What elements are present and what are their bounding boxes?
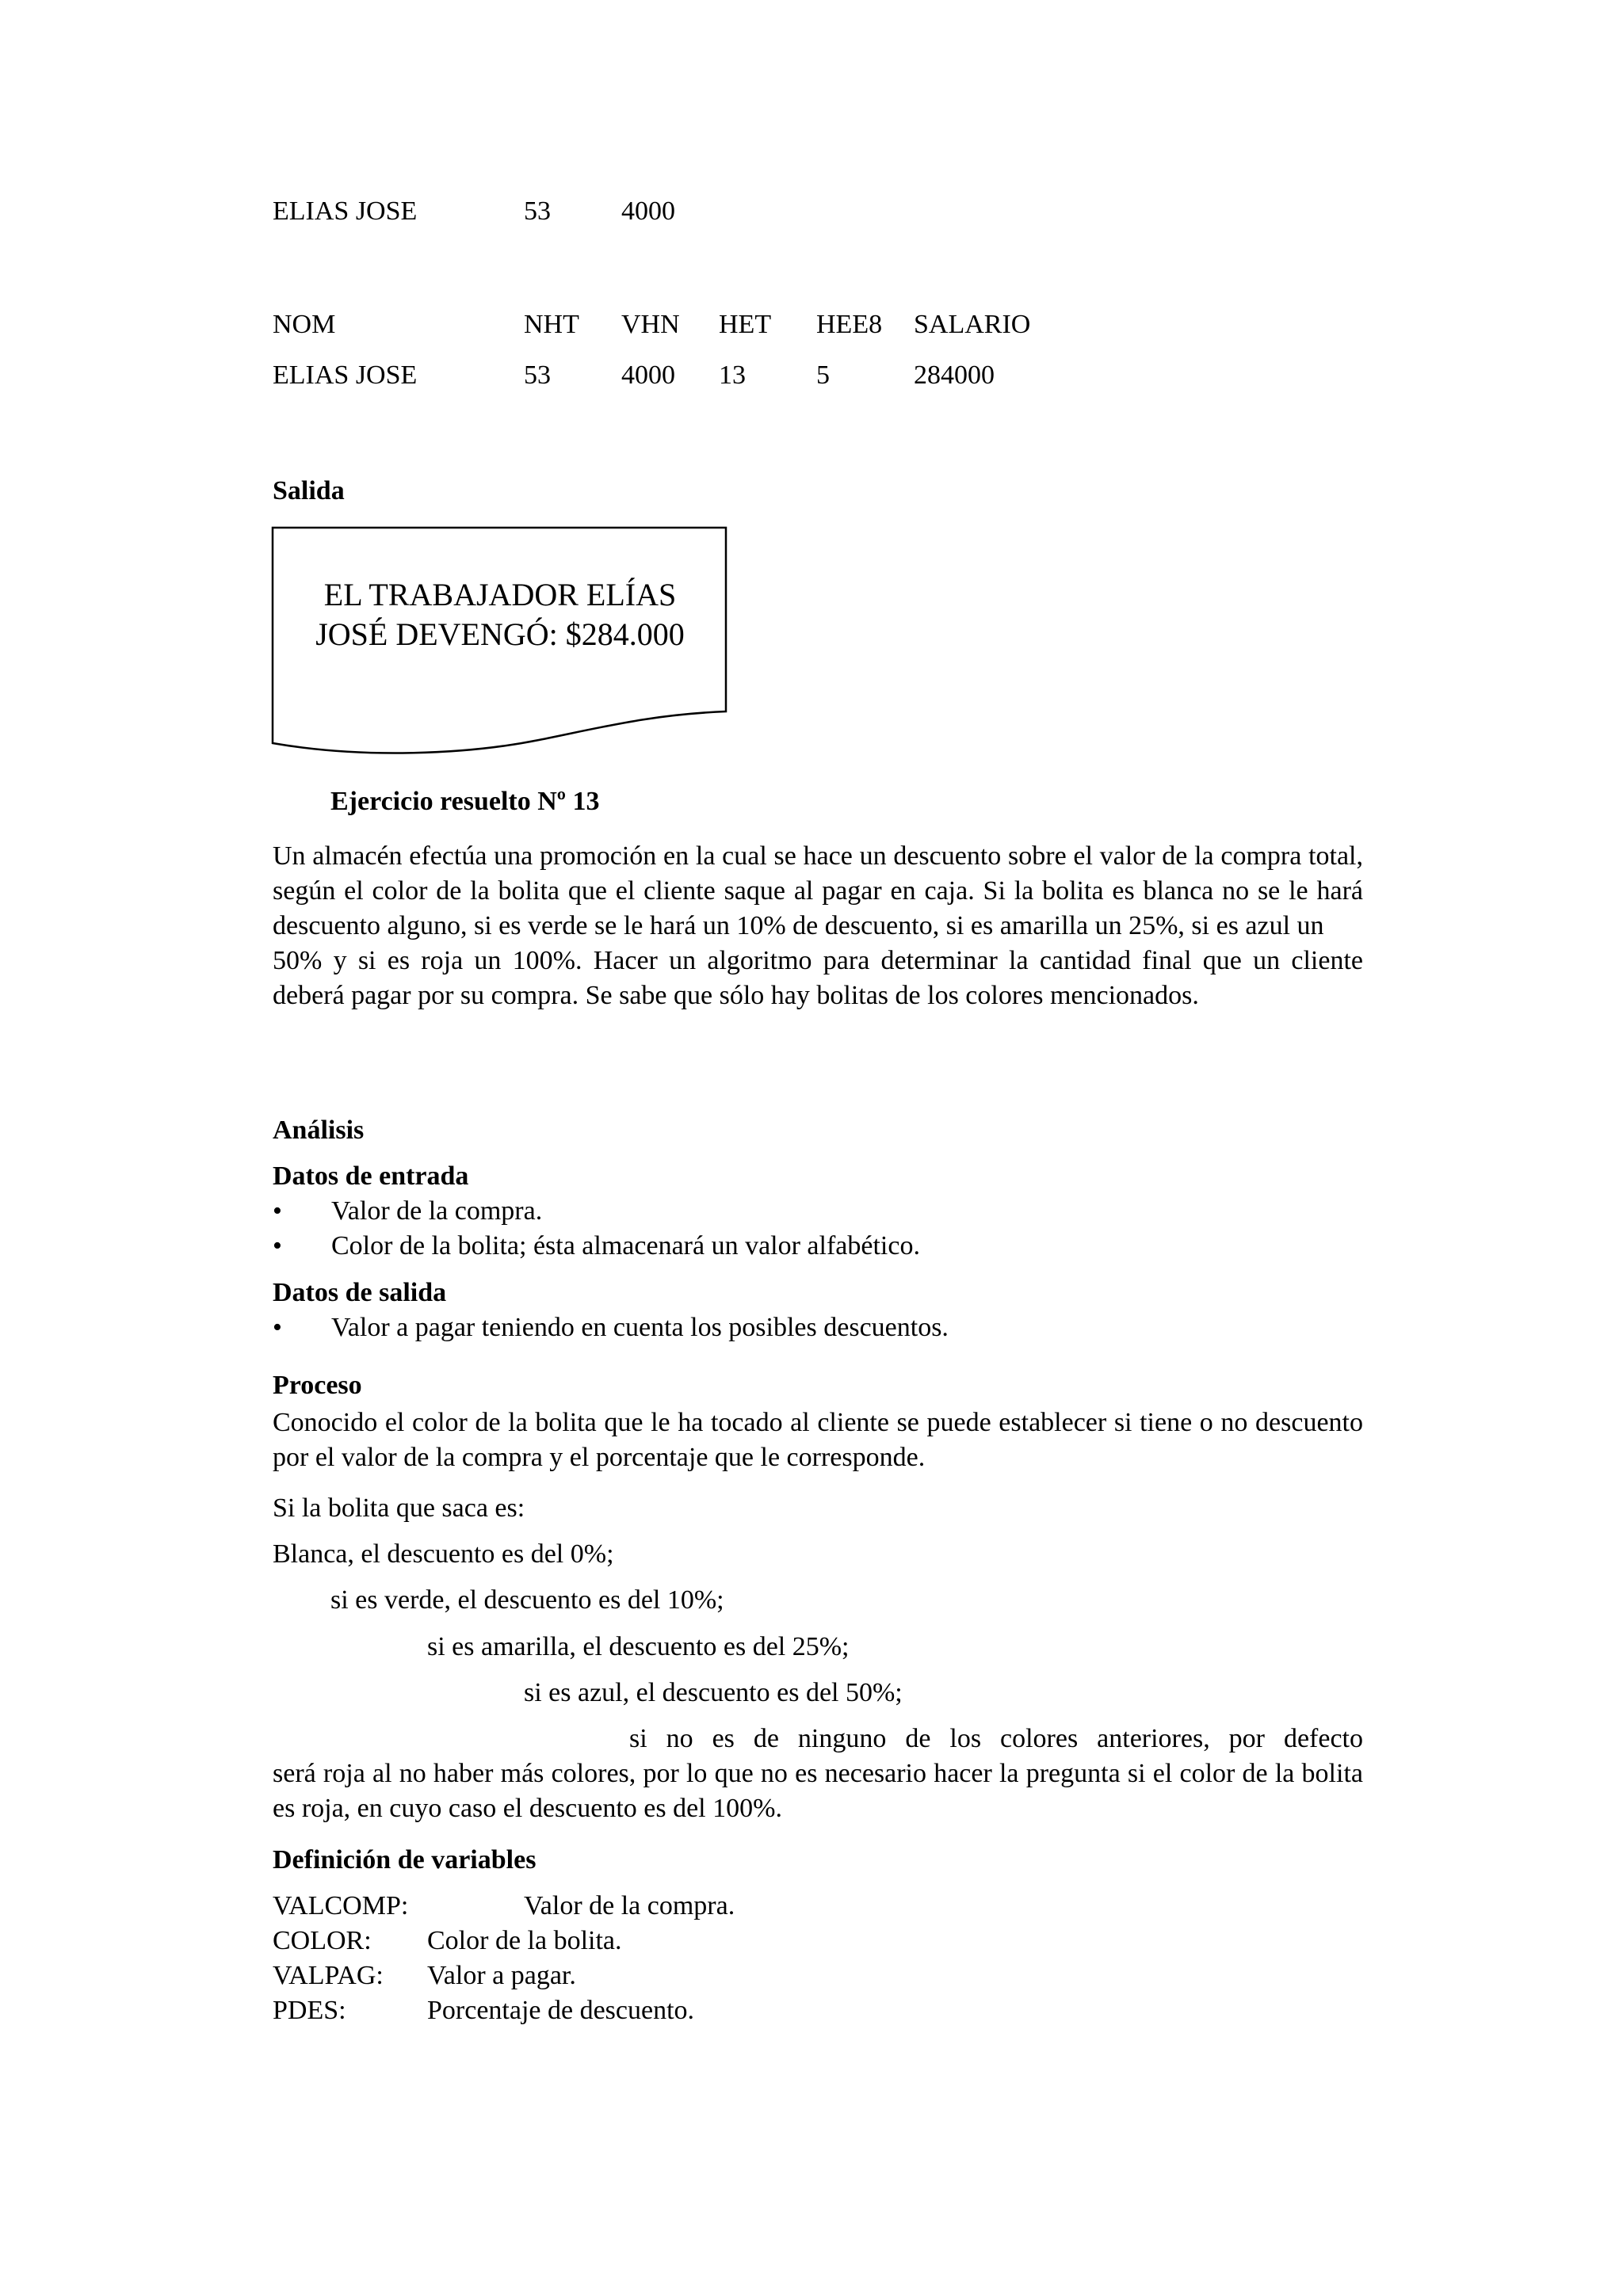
table1-nom: ELIAS JOSE <box>273 196 418 226</box>
table2-header-salario: SALARIO <box>914 310 1031 339</box>
table2-cell-nom: ELIAS JOSE <box>273 360 418 390</box>
bullet-icon: • <box>273 1313 282 1342</box>
proceso-intro-text: Conocido el color de la bolita que le ha tocado al cliente se puede establecer si tiene o no descuento por el valor de la compra y el porcentaje que le corresponde. <box>273 1408 1363 1472</box>
salida-datos-heading: Datos de salida <box>273 1278 447 1307</box>
table1-nht: 53 <box>524 196 551 226</box>
proceso-heading: Proceso <box>273 1371 362 1400</box>
proceso-roja-line2: será roja al no haber más colores, por lo que no es necesario hacer la pregunta si el color de la bolita es roja, en cuyo caso el descuento es del 100%. <box>273 1759 1363 1823</box>
entrada-item-text: Valor de la compra. <box>331 1196 543 1226</box>
table2-cell-het: 13 <box>719 360 746 390</box>
proceso-blanca: Blanca, el descuento es del 0%; <box>273 1539 614 1569</box>
variable-desc: Porcentaje de descuento. <box>427 1996 695 2025</box>
table2-cell-vhn: 4000 <box>621 360 675 390</box>
salida-box-line1: EL TRABAJADOR ELÍAS <box>323 577 677 612</box>
table2-header-nom: NOM <box>273 310 336 339</box>
proceso-roja-line1: si no es de ninguno de los colores anteriores, por defecto <box>629 1724 1363 1753</box>
entrada-item-text: Color de la bolita; ésta almacenará un valor alfabético. <box>331 1231 920 1261</box>
table2-header-vhn: VHN <box>621 310 680 339</box>
variables-heading: Definición de variables <box>273 1845 537 1875</box>
variable-name: VALCOMP: <box>273 1891 409 1920</box>
proceso-amarilla: si es amarilla, el descuento es del 25%; <box>427 1632 850 1661</box>
variable-name: PDES: <box>273 1996 346 2025</box>
salida-heading: Salida <box>273 476 345 505</box>
exercise-statement-part2: 50% y si es roja un 100%. Hacer un algoritmo para determinar la cantidad final que un cliente deberá pagar por su compra. Se sabe que sólo hay bolitas de los colores mencionados. <box>273 946 1363 1010</box>
exercise-statement <box>273 839 1363 1013</box>
proceso-intro <box>273 1405 1363 1475</box>
proceso-verde: si es verde, el descuento es del 10%; <box>330 1585 724 1615</box>
exercise-statement-part1: Un almacén efectúa una promoción en la cual se hace un descuento sobre el valor de la compra total, según el color de la bolita que el cliente saque al pagar en caja. Si la bolita es blanca no se le hará descuento alguno, si es verde se le hará un 10% de descuento, si es amarilla un 25%, si es azul un <box>273 841 1363 940</box>
variable-name: VALPAG: <box>273 1961 384 1990</box>
variable-desc: Valor de la compra. <box>524 1891 735 1920</box>
table2-header-nht: NHT <box>524 310 579 339</box>
salida-box-line2: JOSÉ DEVENGÓ: $284.000 <box>315 616 685 652</box>
proceso-azul: si es azul, el descuento es del 50%; <box>524 1678 903 1707</box>
analisis-heading: Análisis <box>273 1116 365 1145</box>
bullet-icon: • <box>273 1196 282 1226</box>
table2-cell-hee8: 5 <box>816 360 830 390</box>
variable-desc: Valor a pagar. <box>427 1961 576 1990</box>
table2-cell-salario: 284000 <box>914 360 995 390</box>
table2-header-hee8: HEE8 <box>816 310 883 339</box>
table2-cell-nht: 53 <box>524 360 551 390</box>
entrada-heading: Datos de entrada <box>273 1161 469 1191</box>
bullet-icon: • <box>273 1231 282 1261</box>
exercise-title: Ejercicio resuelto Nº 13 <box>330 787 600 816</box>
table1-vhn: 4000 <box>621 196 675 226</box>
proceso-si-la-bolita: Si la bolita que saca es: <box>273 1493 525 1523</box>
variable-name: COLOR: <box>273 1926 372 1955</box>
table2-header-het: HET <box>719 310 772 339</box>
salida-item-text: Valor a pagar teniendo en cuenta los posibles descuentos. <box>331 1313 949 1342</box>
proceso-roja <box>273 1722 1363 1826</box>
variable-desc: Color de la bolita. <box>427 1926 622 1955</box>
